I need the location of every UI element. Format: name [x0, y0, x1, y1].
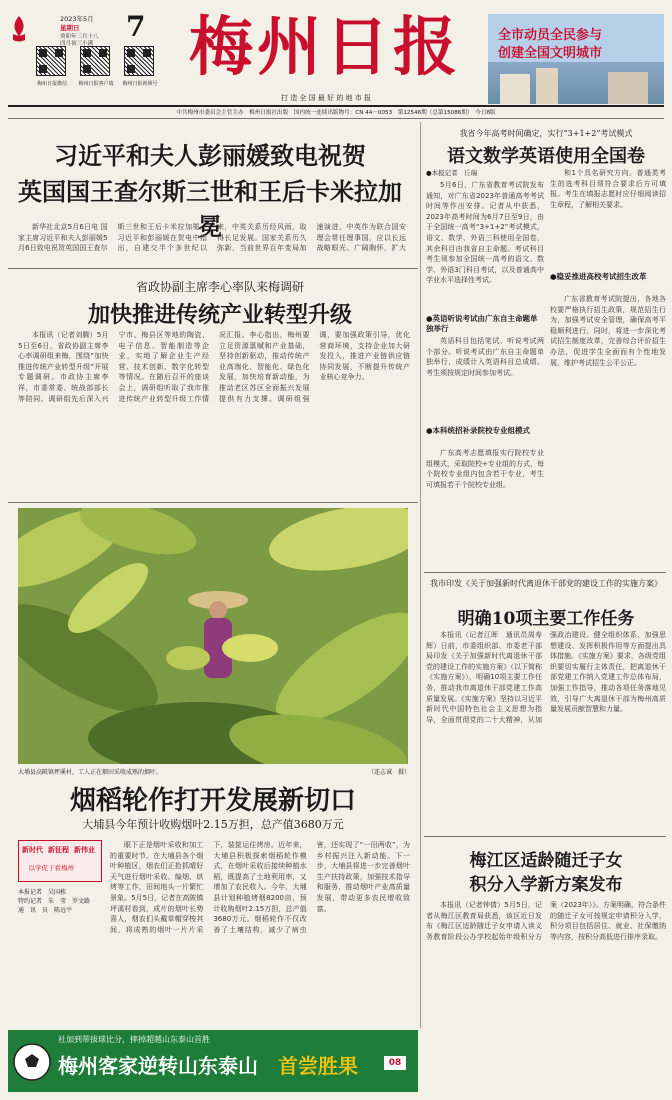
article-tobacco-body: 眼下正是烟叶采收和加工的重要时节。在大埔县各个烟叶种植区，烟农们正抢抓晴好天气进行烟叶采收、编烟、烘烤等工作，田间地头一片繁忙景象。5月5日，记者在高陂镇坪溪村看到，成片的烟叶长势喜人，烟农们头戴草帽穿梭其间，将成熟的烟叶一片片采下，装筐运往烤房。近年来，大埔县积极探索烟稻轮作模式，在烟叶采收后接续种植水稻，既提高了土地利用率，又增加了农民收入。今年，大埔县计划种植烤烟8200亩，预计收购烟叶2.15万担，总产值3680万元。烟稻轮作不仅改善了土壤结构，减少了病虫害，还实现了“一田两收”，为乡村振兴注入新动能。下一步，大埔县将进一步完善烟叶生产扶持政策，加强技术指导和服务，推动烟叶产业高质量发展，带动更多农民增收致富。 — [110, 841, 410, 934]
newspaper-title: 梅州日报 — [189, 10, 461, 85]
gaokao-kicker: 我省今年高考时间确定，实行“3+1+2”考试模式 — [459, 129, 633, 138]
gaokao-section-1: ●英语听说考试由广东自主命题单独举行 — [426, 314, 538, 333]
subheadline-tobacco: 大埔县今年预计收购烟叶2.15万担，总产值3680万元 — [82, 818, 344, 831]
gaokao-byline: ●本报记者 丘瑞 — [426, 169, 478, 177]
masthead — [0, 0, 672, 112]
qr-label: 梅州日报客户端 — [78, 81, 114, 87]
gaokao-section-2-body: 广东高考志愿填报实行院校专业组模式，采取院校+专业组的方式，每个院校专业组内包含若干专业，考生可填报若干个院校专业组。 — [426, 449, 544, 489]
series-tag-3: 新伟业 — [74, 846, 95, 854]
series-tag — [18, 840, 102, 882]
qr-code-wechat[interactable] — [36, 46, 66, 76]
article-xi-body: 新华社北京5月6日电 国家主席习近平和夫人彭丽媛5月6日致电祝贺英国国王查尔斯三世和王后卡米拉加冕。习近平和彭丽媛在贺电中指出，自建交半个多世纪以来，中英关系历经风雨，取得长足发展。国家关系历久弥新，当前世界百年变局加速演进，中英作为联合国安理会常任理事国，应以长远战略眼光、广阔胸怀，扩大 — [18, 223, 406, 253]
headline-xi: 习近平和夫人彭丽媛致电祝贺 — [54, 141, 366, 170]
plum-flower-icon — [8, 14, 30, 44]
banner-kicker: 社加到带拔球比分，摔掉超越山东泰山首胜 — [58, 1035, 210, 1044]
weekday: 星期日 — [60, 24, 80, 32]
newspaper-logo — [8, 14, 30, 78]
tobacco-byline: 本报记者 吴国栋 特约记者 朱 莹 罗文路 通 讯 员 陈远平 — [18, 889, 91, 914]
tobacco-field-image — [18, 508, 408, 764]
gaokao-section-3: ●稳妥推进高校考试招生改革 — [550, 272, 647, 281]
photo-caption: 大埔县高陂镇坪溪村，工人正在烟田采收成熟的烟叶。 — [18, 769, 163, 776]
article-gaokao-body: 5月6日，广东省教育考试院发布通知，对广东省2023年普通高考考试时间等作出安排。记者从中获悉，2023年高考时间为6月7日至9日，由于全国统一高考“3+1+2”考试模式，语文、数学、外语三科使用全国卷，其余科目由我省自主命题。考试科目考生须参加全国统一高考的语文、数学、外语3门科目考试，以及普通高中学业水平选择性考试。 — [426, 181, 544, 285]
qr-code-video[interactable] — [124, 46, 154, 76]
soccer-ball-icon — [12, 1042, 52, 1082]
headline-enrollment: 梅江区适龄随迁子女 — [469, 851, 623, 871]
lunar-date: 癸卯年三月十八 — [60, 34, 99, 40]
banner-headline-accent: 首尝胜果 — [278, 1054, 358, 1078]
headline-tobacco: 烟稻轮作打开发展新切口 — [69, 786, 356, 816]
photo-credit: （连志诚 摄） — [367, 769, 410, 776]
date-block — [60, 10, 164, 47]
series-tag-1: 新时代 — [22, 846, 43, 854]
lunar-date-2: 四月初三小满 — [60, 41, 94, 47]
gaokao-section-3-body: 广东省教育考试院提出，各地各校要严格执行招生政策，规范招生行为，加强考试安全管理，确保高考平稳顺利进行。同时，将进一步深化考试招生制度改革，完善综合评价招生办法，促进学生全面而有个性地发展，维护考试招生公平公正。 — [550, 295, 666, 367]
qr-label: 梅州日报微信 — [36, 81, 67, 87]
article-cppcc-body: 本报讯（记者刘腾）5月5日至6日，省政协副主席李心率调研组来梅，围绕“加快推进传统产业转型升级”开展专题调研。市政协主席李祥，市委常委、统战部部长等陪同。调研组先后深入兴宁市、梅县区等地的陶瓷、电子信息、智能制造等企业，实地了解企业生产经营、技术创新、数字化转型等情况。在随后召开的座谈会上，调研组听取了我市推进传统产业转型升级工作情况汇报。李心指出，梅州要立足资源禀赋和产业基础，坚持创新驱动，推动传统产业高端化、智能化、绿色化发展，加快培育新动能，为推动老区苏区全面振兴发展提供有力支撑。调研组强调，要加强政策引导，优化营商环境，支持企业加大研发投入，推进产业链供应链协同发展，不断提升传统产业核心竞争力。 — [18, 331, 410, 403]
promo-line-1: 全市动员全民参与 — [498, 28, 603, 43]
gaokao-section-2: ●本科统招补录院校专业组模式 — [426, 426, 531, 435]
cadres-kicker: 我市印发《关于加强新时代离退休干部党的建设工作的实施方案》 — [430, 579, 662, 588]
newspaper-slogan: 打 造 全 国 最 好 的 地 市 报 — [280, 94, 372, 102]
series-tag-2: 新征程 — [48, 846, 69, 854]
series-tag-4: 以学促干看梅州 — [22, 864, 74, 872]
headline-enrollment-2: 积分入学新方案发布 — [469, 875, 623, 895]
qr-code-app[interactable] — [80, 46, 110, 76]
article-cadres-body: 本报讯（记者江晖 通讯员周寿辉）日前，市委组织部、市委老干部局印发《关于加强新时代离退休干部党的建设工作的实施方案》（以下简称《实施方案》），明确10项主要工作任务，推动我市离退休干部党建工作高质量发展。《实施方案》坚持以习近平新时代中国特色社会主义思想为指导，全面贯彻党的二十大精神，从加强政治建设、健全组织体系、加强思想建设、发挥积极作用等方面提出具体措施。《实施方案》要求，各级党组织要切实履行主体责任，把离退休干部党建工作纳入党建工作总体布局，加强工作指导，推动各项任务落地见效，引导广大离退休干部为梅州高质量发展贡献智慧和力量。 — [426, 631, 666, 724]
article-enrollment-body: 本报讯（记者钟倩）5月5日，记者从梅江区教育局获悉，该区近日发布《梅江区适龄随迁子女申请入读义务教育阶段公办学校起始年级积分方案（2023年）》。方案明确，符合条件的随迁子女可按规定申请积分入学，积分项目包括居住、就业、社保缴纳等内容，按积分高低进行排序录取。 — [426, 901, 666, 941]
headline-gaokao: 语文数学英语使用全国卷 — [447, 146, 645, 167]
gaokao-section-1-body: 英语科目包括笔试、听说考试两个部分。听说考试由广东自主命题单独举行，成绩计入英语科目总成绩。考生须按规定时间参加考试。 — [426, 337, 544, 377]
gaokao-side-body: 和1个具名研究方向。普通类考生的选考科目须符合要求后方可填报。考生在填报志愿时应仔细阅读招生章程，了解相关要求。 — [550, 169, 666, 209]
article-tobacco-body-cont — [18, 934, 104, 1022]
date-year-month: 2023年5月 — [60, 15, 94, 23]
headline-xi-2: 英国国王查尔斯三世和王后卡米拉加冕 — [18, 177, 402, 241]
qr-label: 梅州日报视频号 — [122, 81, 158, 87]
cppcc-kicker: 省政协副主席李心率队来梅调研 — [135, 280, 304, 294]
headline-cppcc: 加快推进传统产业转型升级 — [87, 302, 352, 328]
publication-info: 中共梅州市委员会主管主办 梅州日报社出版 国内统一连续出版物号：CN 44－0053 第12546期（总第15086期） 今日8版 — [176, 110, 496, 116]
promo-line-2: 创建全国文明城市 — [498, 46, 603, 61]
sports-banner[interactable] — [8, 1030, 418, 1092]
tobacco-harvest-photo[interactable] — [18, 508, 408, 764]
page-ref-badge[interactable]: 08 — [384, 1056, 406, 1070]
civilization-promo[interactable] — [488, 14, 664, 104]
banner-headline: 梅州客家逆转山东泰山 — [58, 1054, 258, 1078]
day-number: 7 — [126, 10, 146, 43]
headline-cadres: 明确10项主要工作任务 — [457, 609, 635, 629]
